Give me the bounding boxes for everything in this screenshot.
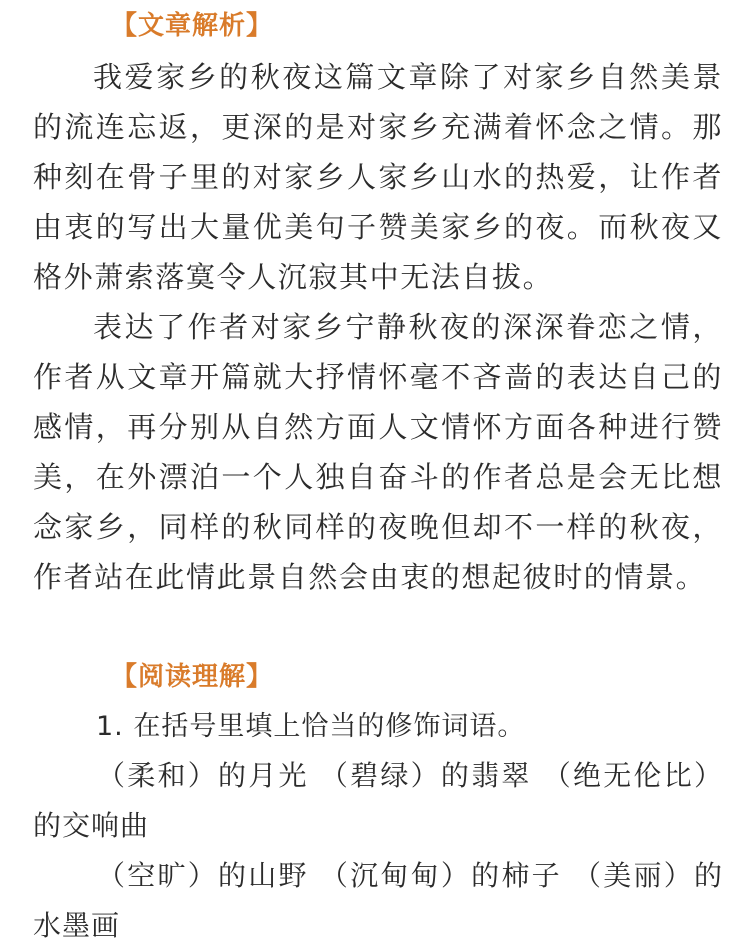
analysis-heading: 【文章解析】	[111, 11, 274, 41]
question-1: 1. 在括号里填上恰当的修饰词语。	[96, 711, 526, 742]
reading-heading: 【阅读理解】	[111, 662, 274, 692]
answer-line-1: （柔和）的月光 （碧绿）的翡翠 （绝无伦比）的交响曲	[33, 759, 723, 842]
answer-line-2: （空旷）的山野 （沉甸甸）的柿子 （美丽）的水墨画	[33, 859, 723, 942]
analysis-paragraph-1: 我爱家乡的秋夜这篇文章除了对家乡自然美景的流连忘返，更深的是对家乡充满着怀念之情。那种刻在骨子里的对家乡人家乡山水的热爱，让作者由衷的写出大量优美句子赞美家乡的夜。而秋夜又格外萧索落寞令人沉寂其中无法自拔。	[33, 60, 723, 294]
analysis-paragraph-2: 表达了作者对家乡宁静秋夜的深深眷恋之情，作者从文章开篇就大抒情怀毫不吝啬的表达自己的感情，再分别从自然方面人文情怀方面各种进行赞美，在外漂泊一个人独自奋斗的作者总是会无比想念家乡，同样的秋同样的夜晚但却不一样的秋夜，作者站在此情此景自然会由衷的想起彼时的情景。	[33, 310, 723, 594]
